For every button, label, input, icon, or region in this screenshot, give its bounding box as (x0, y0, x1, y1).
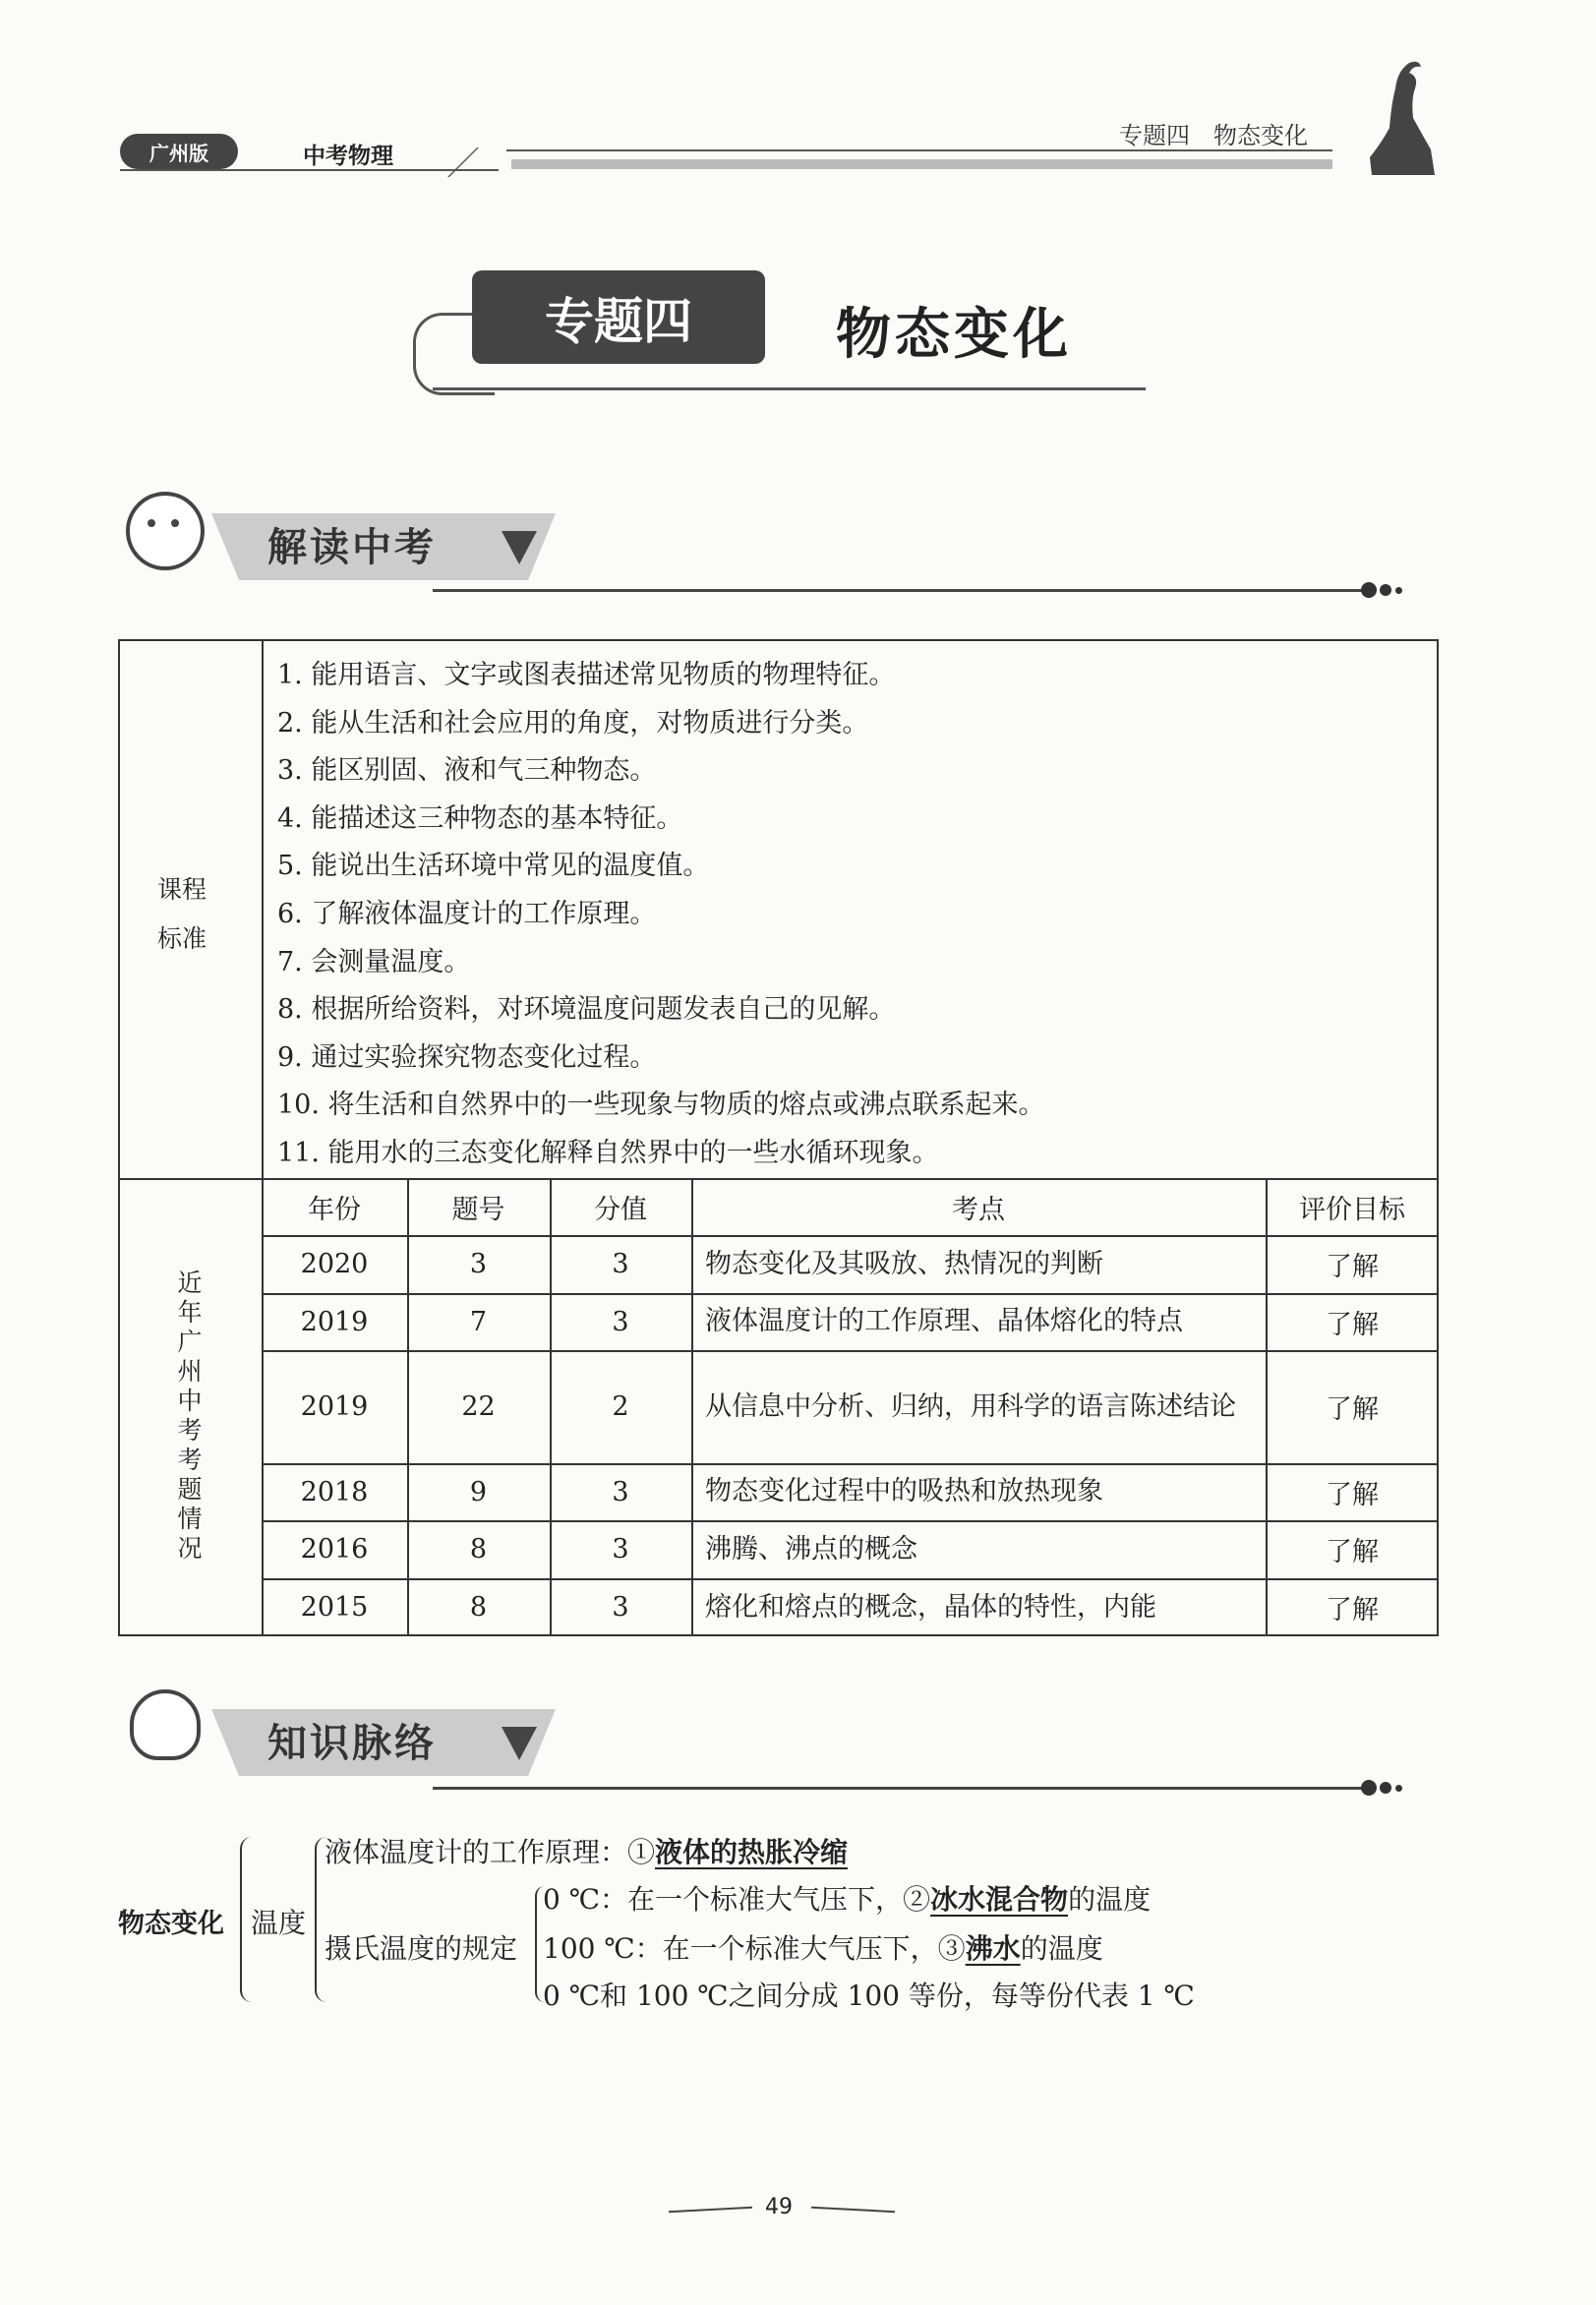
table-cell: 沸腾、沸点的概念 (705, 1533, 917, 1565)
standard-item: 4. 能描述这三种物态的基本特征。 (277, 802, 683, 834)
table-header-3: 考点 (952, 1194, 1005, 1225)
section-rule (433, 1787, 1362, 1790)
dot-icon (1395, 587, 1402, 594)
dot-icon (1361, 1780, 1377, 1796)
table-cell: 2018 (300, 1476, 369, 1507)
table-cell: 物态变化过程中的吸热和放热现象 (705, 1476, 1103, 1507)
table-cell: 2 (612, 1391, 629, 1422)
tree-label-celsius: 摄氏温度的规定 (325, 1932, 518, 1965)
label-char: 州 (177, 1357, 203, 1386)
label-char: 情 (177, 1505, 203, 1533)
answer: 冰水混合物 (930, 1883, 1069, 1916)
table-cell: 液体温度计的工作原理、晶体熔化的特点 (705, 1306, 1183, 1336)
section-title-knowledge: 知识脉络 (267, 1721, 437, 1766)
standard-item: 1. 能用语言、文字或图表描述常见物质的物理特征。 (277, 660, 896, 690)
standard-item: 9. 通过实验探究物态变化过程。 (277, 1041, 657, 1073)
table-cell: 2019 (300, 1391, 369, 1422)
standard-item: 8. 根据所给资料，对环境温度问题发表自己的见解。 (277, 994, 896, 1026)
label-char: 考 (177, 1416, 203, 1445)
table-cell: 了解 (1326, 1394, 1379, 1425)
table-cell: 2019 (300, 1306, 369, 1337)
goat-statue-logo-icon (1362, 59, 1441, 175)
label-char: 题 (177, 1475, 203, 1504)
text: 0 ℃：在一个标准大气压下，② (543, 1883, 931, 1916)
label-char: 况 (177, 1534, 203, 1563)
text: 液体温度计的工作原理：① (325, 1836, 656, 1868)
table-cell: 3 (469, 1249, 488, 1279)
text: 的温度 (1068, 1883, 1152, 1916)
chapter-title: 物态变化 (836, 303, 1072, 367)
standard-item: 2. 能从生活和社会应用的角度，对物质进行分类。 (277, 707, 869, 739)
table-header-1: 题号 (451, 1194, 505, 1225)
table-cell: 物态变化及其吸放、热情况的判断 (705, 1248, 1103, 1279)
dot-icon (1361, 582, 1377, 598)
table-header-2: 分值 (594, 1194, 647, 1225)
triangle-marker-icon (502, 1727, 537, 1760)
standard-item: 3. 能区别固、液和气三种物态。 (277, 755, 657, 787)
table-cell: 3 (612, 1534, 629, 1565)
table-cell: 22 (461, 1391, 496, 1422)
table-cell: 8 (469, 1534, 488, 1565)
answer: 沸水 (965, 1932, 1021, 1965)
page-number: 49 (765, 2195, 793, 2219)
table-header-4: 评价目标 (1299, 1194, 1405, 1225)
table-cell: 8 (469, 1592, 488, 1623)
label-line: 课程 (157, 875, 207, 904)
table-cell: 了解 (1326, 1537, 1379, 1567)
footer-rule-left (669, 2207, 752, 2213)
section-rule (433, 589, 1362, 592)
recent-exams-label (175, 1269, 205, 1564)
table-cell: 2016 (300, 1534, 369, 1565)
tree-sub-3: 0 ℃和 100 ℃之间分成 100 等份，每等份代表 1 ℃ (543, 1980, 1195, 2012)
section-title-interpret: 解读中考 (267, 525, 437, 570)
table-cell: 9 (469, 1476, 488, 1507)
subject-label: 中考物理 (303, 144, 393, 169)
triangle-marker-icon (502, 531, 537, 564)
table-cell: 了解 (1326, 1479, 1379, 1510)
answer: 液体的热胀冷缩 (655, 1836, 849, 1868)
tree-branch: 温度 (251, 1907, 307, 1939)
table-cell: 了解 (1326, 1252, 1379, 1282)
tree-root: 物态变化 (118, 1909, 224, 1939)
table-cell: 2020 (300, 1249, 369, 1279)
table-cell: 了解 (1326, 1309, 1379, 1340)
table-cell: 2015 (300, 1592, 369, 1623)
table-cell: 3 (612, 1306, 629, 1337)
table-cell: 3 (612, 1592, 629, 1623)
footer-rule-right (811, 2207, 895, 2213)
label-char: 中 (177, 1387, 203, 1415)
standard-item: 11. 能用水的三态变化解释自然界中的一些水循环现象。 (277, 1138, 939, 1168)
table-cell: 3 (612, 1249, 629, 1279)
label-char: 近 (177, 1269, 203, 1297)
table-header-0: 年份 (308, 1194, 361, 1225)
tree-sub-2 (543, 1927, 1103, 1967)
lightbulb-icon (130, 1689, 201, 1760)
running-chapter-title: 专题四 物态变化 (1119, 122, 1308, 149)
dot-icon (1395, 1785, 1402, 1792)
standard-item: 10. 将生活和自然界中的一些现象与物质的熔点或沸点联系起来。 (277, 1090, 1045, 1121)
table-cell: 熔化和熔点的概念，晶体的特性，内能 (705, 1591, 1156, 1623)
text: 的温度 (1020, 1932, 1103, 1965)
dot-icon (1380, 584, 1391, 596)
chapter-badge: 专题四 (472, 270, 765, 364)
header-slash (447, 148, 479, 177)
tree-sub-1 (543, 1878, 1151, 1918)
tree-line-1 (325, 1831, 848, 1870)
table-cell: 3 (612, 1476, 629, 1507)
header-band (511, 159, 1332, 169)
standard-item: 6. 了解液体温度计的工作原理。 (277, 899, 657, 929)
table-cell: 7 (469, 1306, 488, 1337)
standard-item: 5. 能说出生活环境中常见的温度值。 (277, 851, 710, 882)
headset-robot-icon (126, 492, 205, 570)
edition-badge: 广州版 (120, 134, 238, 169)
label-char: 考 (177, 1446, 203, 1474)
text: 100 ℃：在一个标准大气压下，③ (543, 1932, 966, 1965)
standards-label (157, 865, 207, 964)
label-char: 广 (177, 1328, 203, 1356)
label-line: 标准 (157, 924, 207, 953)
table-cell: 从信息中分析、归纳，用科学的语言陈述结论 (705, 1390, 1236, 1422)
standard-item: 7. 会测量温度。 (277, 946, 471, 977)
label-char: 年 (177, 1298, 203, 1327)
table-cell: 了解 (1326, 1595, 1379, 1625)
title-rule (433, 387, 1146, 390)
header-rule (120, 169, 499, 171)
dot-icon (1380, 1782, 1391, 1794)
